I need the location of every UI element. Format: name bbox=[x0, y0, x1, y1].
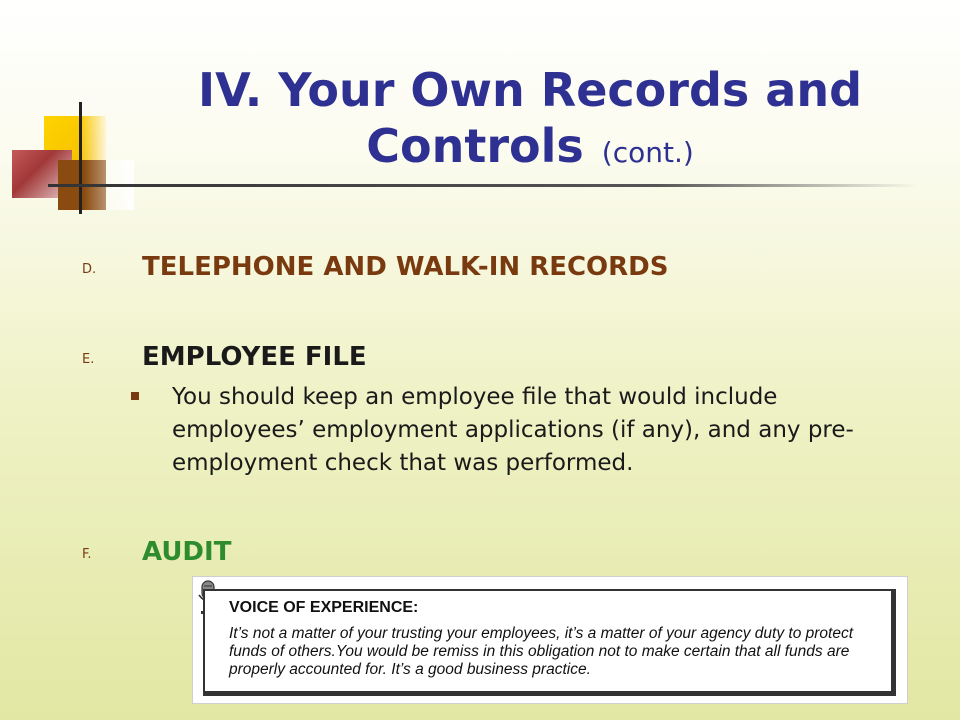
slide-title-main: IV. Your Own Records and Controls bbox=[198, 63, 862, 173]
logo-fade bbox=[80, 116, 106, 160]
voice-of-experience-title: VOICE OF EXPERIENCE: bbox=[229, 599, 419, 616]
bullet-text: You should keep an employee file that would include employees’ employment applications (if any), and any pre-employment check that was performed. bbox=[172, 384, 854, 476]
list-heading-audit: AUDIT bbox=[142, 537, 232, 567]
slide-title bbox=[190, 62, 870, 181]
logo-vertical-line bbox=[79, 102, 82, 214]
voice-of-experience-panel bbox=[203, 589, 896, 696]
list-letter: F. bbox=[82, 547, 92, 562]
list-letter: E. bbox=[82, 352, 95, 367]
list-letter: D. bbox=[82, 262, 97, 277]
voice-of-experience-text: It’s not a matter of your trusting your employees, it’s a matter of your agency duty to protect funds of others.You would be remiss in this obligation not to make certain that all funds are properly accounted for. It’s a good business practice. bbox=[229, 625, 854, 678]
list-heading-employee-file: EMPLOYEE FILE bbox=[142, 342, 367, 372]
list-heading-telephone: TELEPHONE AND WALK-IN RECORDS bbox=[142, 252, 669, 282]
voice-of-experience-box bbox=[192, 576, 908, 704]
title-divider-line bbox=[48, 184, 918, 187]
slide-title-suffix: (cont.) bbox=[601, 136, 694, 169]
bullet-square-icon bbox=[131, 392, 139, 400]
